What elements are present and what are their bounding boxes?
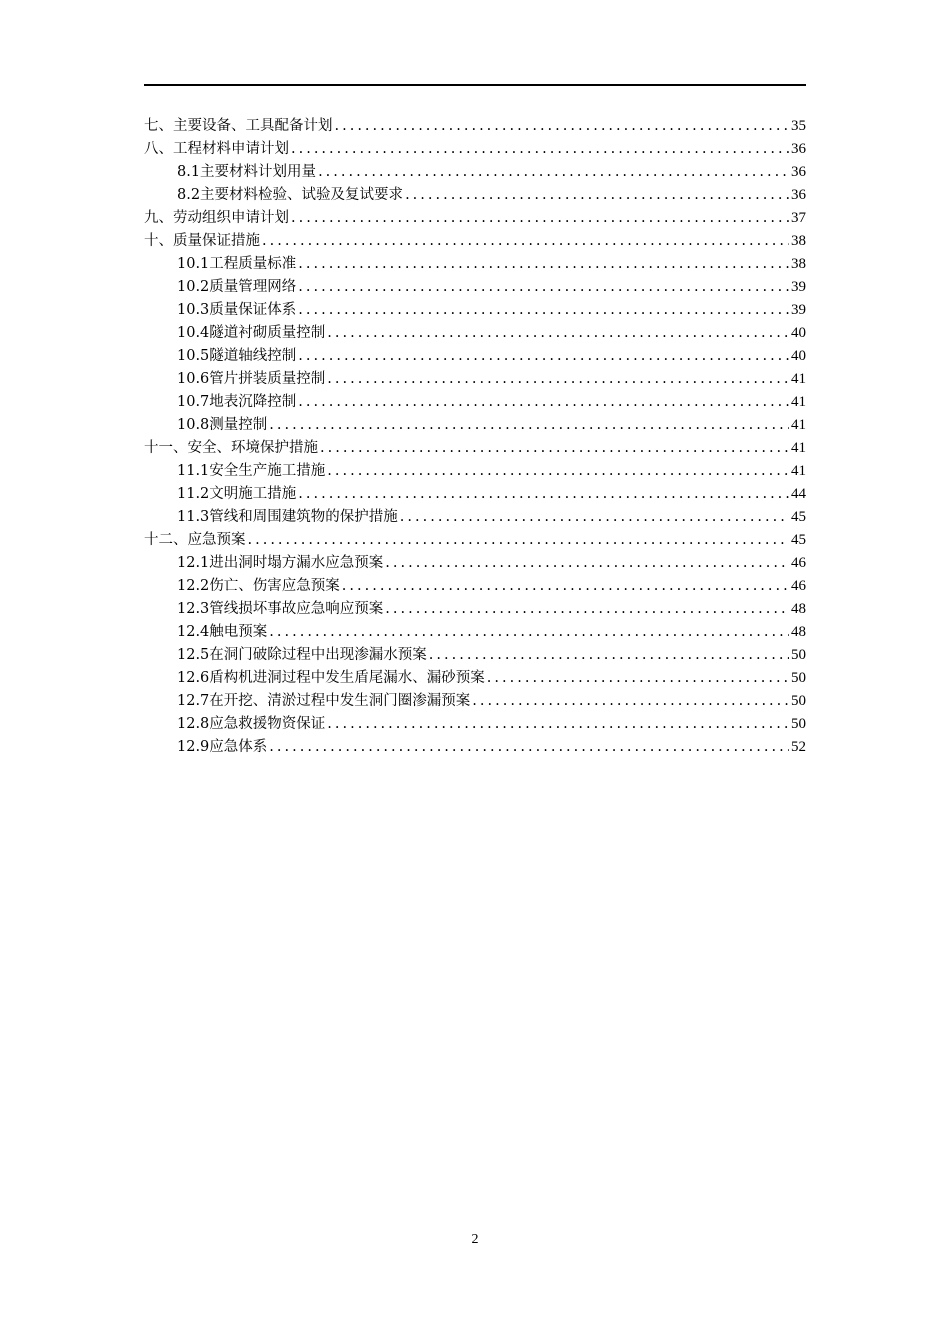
toc-entry[interactable] xyxy=(144,621,806,644)
toc-entry-title: 10.8测量控制 xyxy=(177,417,268,433)
toc-entry-page: 35 xyxy=(791,118,806,134)
toc-entry-title: 10.1工程质量标准 xyxy=(177,256,297,272)
toc-entry-page: 46 xyxy=(791,555,806,571)
toc-entry-page: 48 xyxy=(791,601,806,617)
toc-dot-leader xyxy=(269,414,789,437)
toc-dot-leader xyxy=(298,345,789,368)
toc-entry-title: 10.5隧道轴线控制 xyxy=(177,348,297,364)
toc-dot-leader xyxy=(298,276,789,299)
toc-entry[interactable] xyxy=(144,253,806,276)
toc-entry-page: 46 xyxy=(791,578,806,594)
toc-entry-title: 十、质量保证措施 xyxy=(144,233,260,249)
toc-entry-title: 十一、安全、环境保护措施 xyxy=(144,440,318,456)
header-rule xyxy=(144,84,806,86)
toc-entry-title: 8.1主要材料计划用量 xyxy=(177,164,317,180)
toc-entry-page: 36 xyxy=(791,187,806,203)
toc-dot-leader xyxy=(327,322,789,345)
toc-entry[interactable] xyxy=(144,552,806,575)
toc-entry-title: 12.8应急救援物资保证 xyxy=(177,716,326,732)
toc-entry-title: 12.7在开挖、清淤过程中发生洞门圈渗漏预案 xyxy=(177,693,471,709)
toc-entry-title: 12.6盾构机进洞过程中发生盾尾漏水、漏砂预案 xyxy=(177,670,485,686)
toc-entry-page: 41 xyxy=(791,394,806,410)
toc-entry[interactable] xyxy=(144,598,806,621)
toc-entry[interactable] xyxy=(144,207,806,230)
toc-entry-page: 50 xyxy=(791,647,806,663)
toc-entry[interactable] xyxy=(144,506,806,529)
toc-dot-leader xyxy=(400,506,789,529)
toc-dot-leader xyxy=(487,667,789,690)
toc-dot-leader xyxy=(327,368,789,391)
toc-entry-page: 40 xyxy=(791,325,806,341)
toc-entry-title: 七、主要设备、工具配备计划 xyxy=(144,118,333,134)
toc-entry-title: 12.9应急体系 xyxy=(177,739,268,755)
toc-entry-page: 41 xyxy=(791,417,806,433)
toc-entry-page: 44 xyxy=(791,486,806,502)
toc-dot-leader xyxy=(298,391,789,414)
toc-dot-leader xyxy=(262,230,789,253)
toc-dot-leader xyxy=(298,253,789,276)
toc-entry[interactable] xyxy=(144,115,806,138)
toc-entry[interactable] xyxy=(144,391,806,414)
toc-dot-leader xyxy=(269,736,789,759)
toc-entry[interactable] xyxy=(144,230,806,253)
toc-entry-title: 12.1进出洞时塌方漏水应急预案 xyxy=(177,555,384,571)
toc-entry[interactable] xyxy=(144,460,806,483)
toc-entry[interactable] xyxy=(144,690,806,713)
toc-entry-title: 10.7地表沉降控制 xyxy=(177,394,297,410)
toc-entry-page: 41 xyxy=(791,463,806,479)
toc-entry-page: 48 xyxy=(791,624,806,640)
toc-entry-title: 10.4隧道衬砌质量控制 xyxy=(177,325,326,341)
toc-entry-page: 38 xyxy=(791,256,806,272)
toc-dot-leader xyxy=(472,690,789,713)
toc-entry-page: 41 xyxy=(791,371,806,387)
toc-entry[interactable] xyxy=(144,161,806,184)
toc-entry-title: 12.4触电预案 xyxy=(177,624,268,640)
toc-entry-title: 十二、应急预案 xyxy=(144,532,246,548)
toc-entry-page: 41 xyxy=(791,440,806,456)
toc-entry-page: 45 xyxy=(791,532,806,548)
toc-entry[interactable] xyxy=(144,184,806,207)
toc-entry-page: 36 xyxy=(791,164,806,180)
toc-dot-leader xyxy=(291,138,789,161)
toc-dot-leader xyxy=(298,299,789,322)
toc-entry-title: 八、工程材料申请计划 xyxy=(144,141,289,157)
toc-entry-page: 38 xyxy=(791,233,806,249)
toc-dot-leader xyxy=(318,161,789,184)
toc-entry[interactable] xyxy=(144,483,806,506)
toc-dot-leader xyxy=(385,598,789,621)
toc-dot-leader xyxy=(320,437,789,460)
toc-entry-title: 10.6管片拼装质量控制 xyxy=(177,371,326,387)
toc-dot-leader xyxy=(429,644,789,667)
toc-dot-leader xyxy=(327,460,789,483)
toc-dot-leader xyxy=(405,184,789,207)
toc-entry[interactable] xyxy=(144,644,806,667)
toc-dot-leader xyxy=(298,483,789,506)
toc-dot-leader xyxy=(248,529,790,552)
toc-dot-leader xyxy=(269,621,789,644)
toc-entry-title: 8.2主要材料检验、试验及复试要求 xyxy=(177,187,404,203)
toc-entry[interactable] xyxy=(144,437,806,460)
toc-entry[interactable] xyxy=(144,368,806,391)
toc-entry-title: 12.5在洞门破除过程中出现渗漏水预案 xyxy=(177,647,427,663)
toc-entry[interactable] xyxy=(144,713,806,736)
toc-entry[interactable] xyxy=(144,276,806,299)
toc-entry[interactable] xyxy=(144,414,806,437)
toc-entry[interactable] xyxy=(144,299,806,322)
toc-entry-title: 10.3质量保证体系 xyxy=(177,302,297,318)
toc-entry[interactable] xyxy=(144,345,806,368)
toc-entry[interactable] xyxy=(144,736,806,759)
toc-entry-page: 45 xyxy=(791,509,806,525)
toc-entry-title: 10.2质量管理网络 xyxy=(177,279,297,295)
toc-entry-title: 12.3管线损坏事故应急响应预案 xyxy=(177,601,384,617)
toc-entry-page: 40 xyxy=(791,348,806,364)
toc-entry[interactable] xyxy=(144,575,806,598)
toc-dot-leader xyxy=(385,552,789,575)
toc-entry-page: 36 xyxy=(791,141,806,157)
toc-entry-title: 九、劳动组织申请计划 xyxy=(144,210,289,226)
toc-entry-page: 50 xyxy=(791,716,806,732)
toc-entry-page: 39 xyxy=(791,302,806,318)
footer-page-number: 2 xyxy=(471,1232,479,1247)
toc-entry[interactable] xyxy=(144,322,806,345)
toc-dot-leader xyxy=(291,207,789,230)
toc-entry-title: 11.3管线和周围建筑物的保护措施 xyxy=(177,509,398,525)
toc-entry[interactable] xyxy=(144,138,806,161)
toc-entry-page: 52 xyxy=(791,739,806,755)
table-of-contents xyxy=(144,115,806,759)
toc-entry-page: 50 xyxy=(791,693,806,709)
toc-entry-title: 11.2文明施工措施 xyxy=(177,486,297,502)
toc-entry-page: 50 xyxy=(791,670,806,686)
toc-entry-title: 12.2伤亡、伤害应急预案 xyxy=(177,578,340,594)
toc-entry[interactable] xyxy=(144,529,806,552)
toc-dot-leader xyxy=(327,713,789,736)
toc-entry-title: 11.1安全生产施工措施 xyxy=(177,463,326,479)
toc-entry[interactable] xyxy=(144,667,806,690)
toc-entry-page: 37 xyxy=(791,210,806,226)
toc-entry-page: 39 xyxy=(791,279,806,295)
toc-dot-leader xyxy=(335,115,790,138)
toc-dot-leader xyxy=(342,575,789,598)
